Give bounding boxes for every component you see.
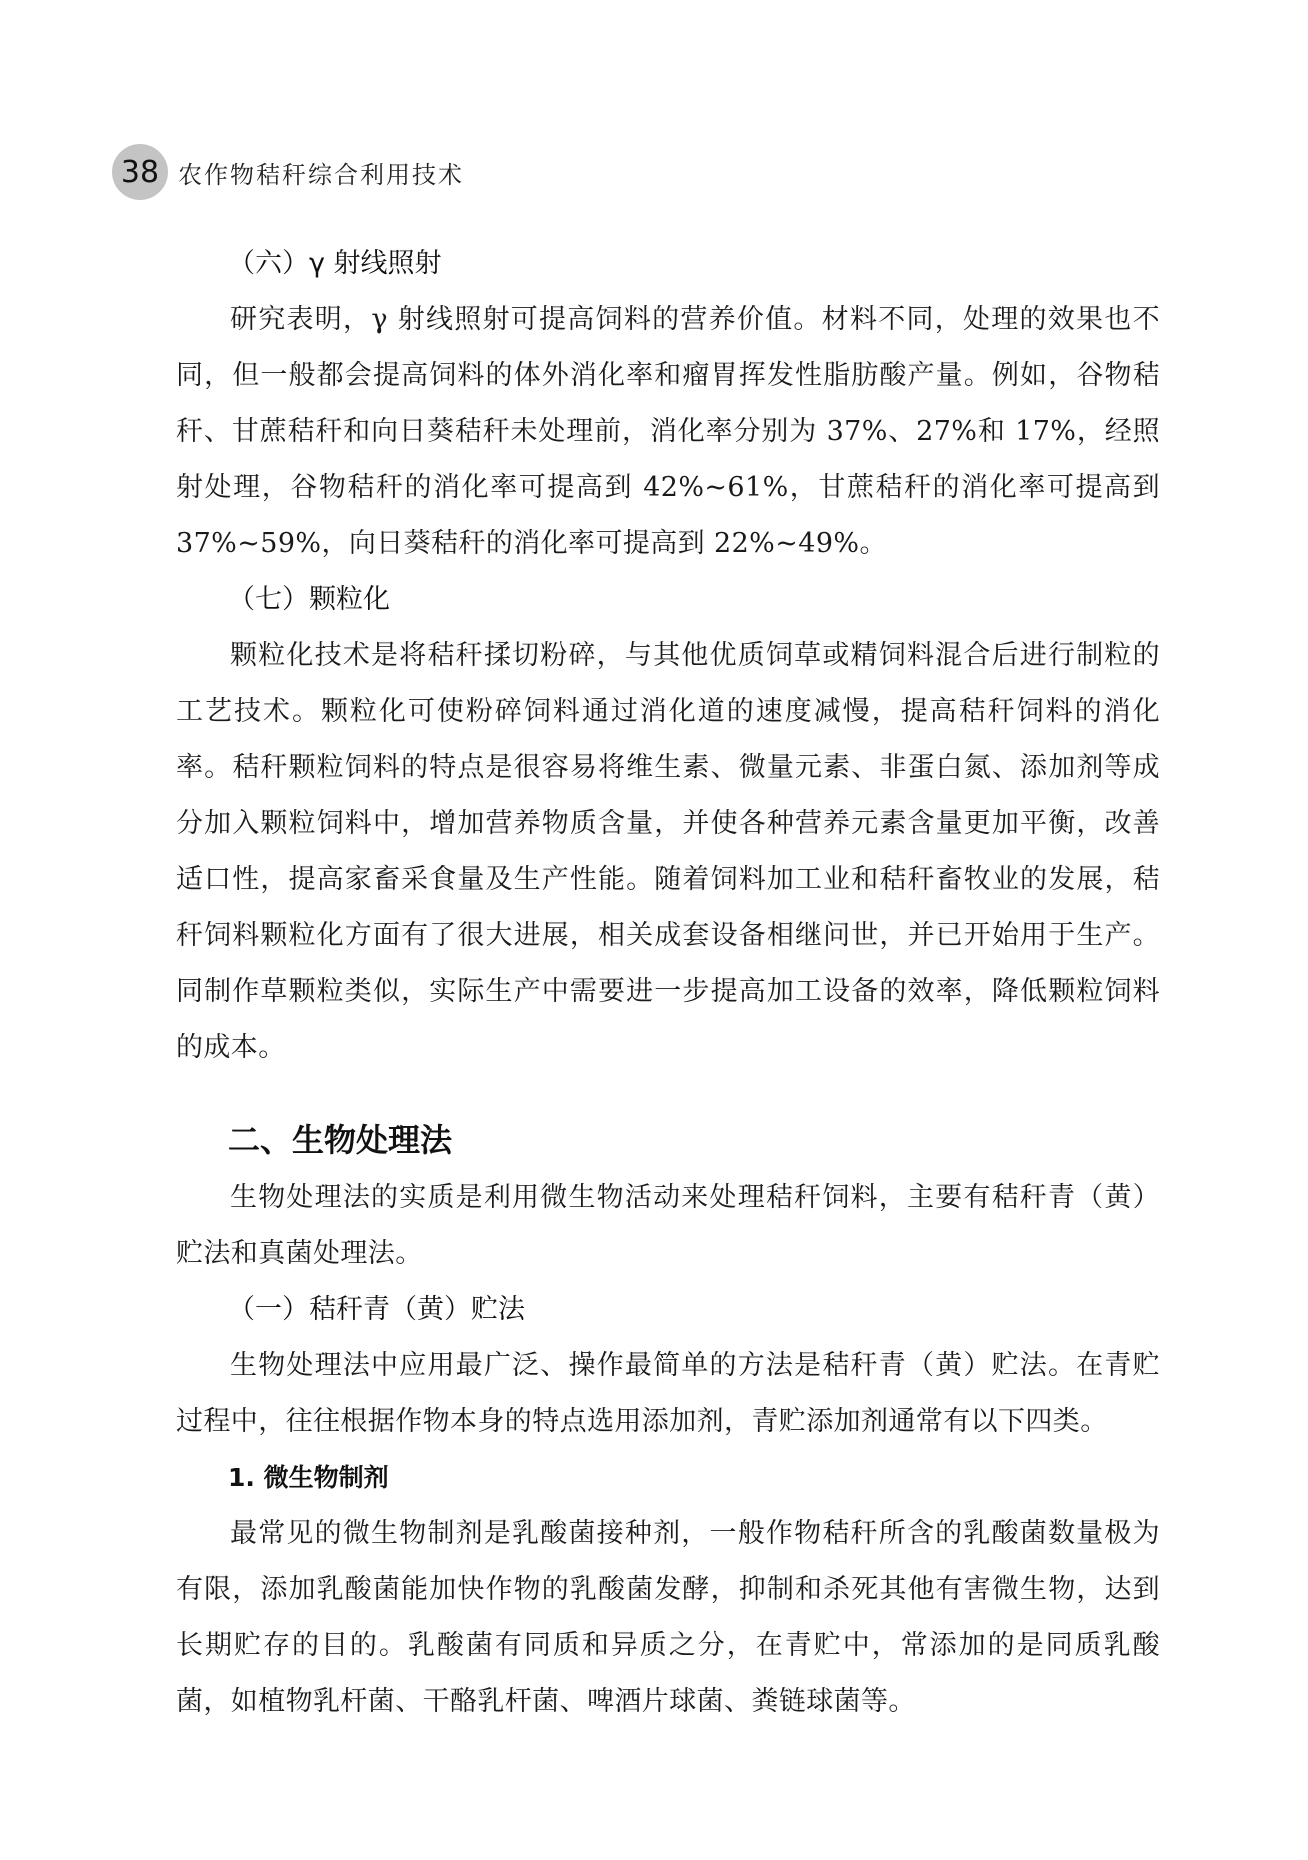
section-heading-gamma-irradiation: （六）γ 射线照射 <box>228 248 442 279</box>
page-header <box>112 144 464 200</box>
page-number-badge: 38 <box>112 144 168 200</box>
subsection-heading-microbial-agents: 1. 微生物制剂 <box>228 1463 389 1492</box>
paragraph-biological-treatment: 生物处理法的实质是利用微生物活动来处理秸秆饲料，主要有秸秆青（黄）贮法和真菌处理法。 <box>176 1182 1160 1269</box>
paragraph-silage: 生物处理法中应用最广泛、操作最简单的方法是秸秆青（黄）贮法。在青贮过程中，往往根据作物本身的特点选用添加剂，青贮添加剂通常有以下四类。 <box>176 1350 1160 1437</box>
paragraph-gamma-irradiation: 研究表明，γ 射线照射可提高饲料的营养价值。材料不同，处理的效果也不同，但一般都会提高饲料的体外消化率和瘤胃挥发性脂肪酸产量。例如，谷物秸秆、甘蔗秸秆和向日葵秸秆未处理前，消化率分别为 37%、27%和 17%，经照射处理，谷物秸秆的消化率可提高到 42%~61%，甘蔗秸秆的消化率可提高到 37%~59%，向日葵秸秆的消化率可提高到 22%~49%。 <box>176 304 1160 559</box>
paragraph-microbial-agents: 最常见的微生物制剂是乳酸菌接种剂，一般作物秸秆所含的乳酸菌数量极为有限，添加乳酸菌能加快作物的乳酸菌发酵，抑制和杀死其他有害微生物，达到长期贮存的目的。乳酸菌有同质和异质之分，在青贮中，常添加的是同质乳酸菌，如植物乳杆菌、干酪乳杆菌、啤酒片球菌、粪链球菌等。 <box>176 1518 1160 1717</box>
page-body <box>176 236 1160 1730</box>
section-heading-pelletizing: （七）颗粒化 <box>228 584 390 615</box>
chapter-heading-biological-treatment: 二、生物处理法 <box>228 1121 453 1159</box>
book-title: 农作物秸秆综合利用技术 <box>178 160 464 189</box>
section-heading-silage: （一）秸秆青（黄）贮法 <box>228 1294 525 1325</box>
paragraph-pelletizing: 颗粒化技术是将秸秆揉切粉碎，与其他优质饲草或精饲料混合后进行制粒的工艺技术。颗粒化可使粉碎饲料通过消化道的速度减慢，提高秸秆饲料的消化率。秸秆颗粒饲料的特点是很容易将维生素、微量元素、非蛋白氮、添加剂等成分加入颗粒饲料中，增加营养物质含量，并使各种营养元素含量更加平衡，改善适口性，提高家畜采食量及生产性能。随着饲料加工业和秸秆畜牧业的发展，秸秆饲料颗粒化方面有了很大进展，相关成套设备相继问世，并已开始用于生产。同制作草颗粒类似，实际生产中需要进一步提高加工设备的效率，降低颗粒饲料的成本。 <box>176 640 1160 1063</box>
